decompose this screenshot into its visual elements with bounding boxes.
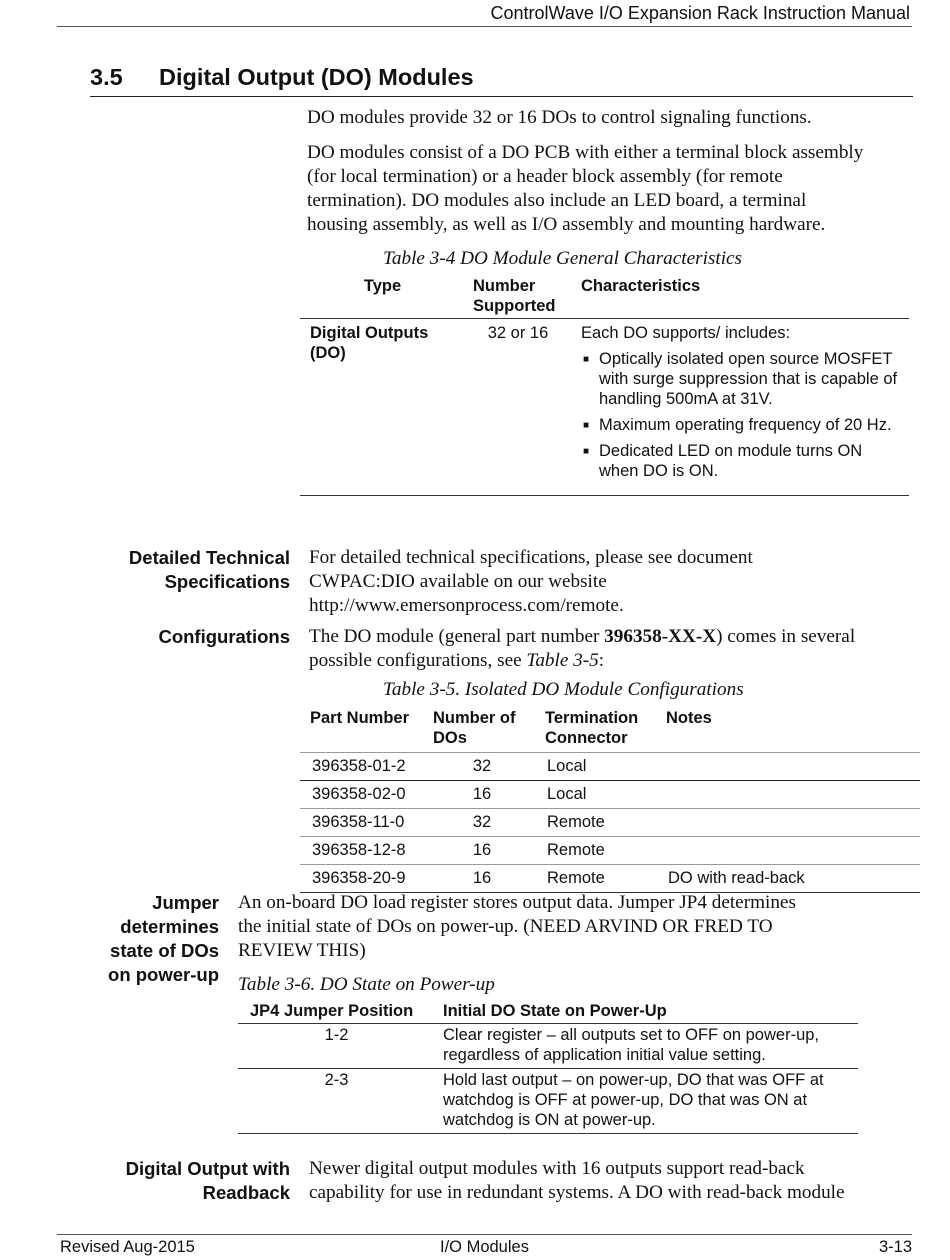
cell-part-number: 396358-12-8 xyxy=(300,837,423,865)
header-line: Supported xyxy=(473,297,556,315)
jumper-paragraph xyxy=(238,891,796,963)
cell-state xyxy=(431,1024,858,1069)
section-number: 3.5 xyxy=(90,64,123,90)
column-header-notes: Notes xyxy=(656,708,920,753)
table-row xyxy=(300,809,920,837)
table-row xyxy=(300,781,920,809)
cell-line: watchdog is OFF at power-up, DO that was ON at xyxy=(443,1091,808,1109)
cell-number: 32 or 16 xyxy=(463,319,571,496)
text-line: housing assembly, as well as I/O assembly and mounting hardware. xyxy=(307,214,826,235)
readback-paragraph xyxy=(309,1157,845,1205)
do-power-up-table xyxy=(238,1000,858,1134)
text-line: For detailed technical specifications, please see document xyxy=(309,547,753,568)
cell-line: regardless of application initial value setting. xyxy=(443,1046,766,1064)
cell-count: 16 xyxy=(423,865,535,893)
text-line: An on-board DO load register stores output data. Jumper JP4 determines xyxy=(238,892,796,913)
text-run: : xyxy=(598,650,605,671)
cell-line: Hold last output – on power-up, DO that was OFF at xyxy=(443,1071,824,1089)
side-heading-jumper xyxy=(108,891,219,987)
column-header-jumper-position: JP4 Jumper Position xyxy=(238,1000,431,1024)
cell-notes: DO with read-back xyxy=(656,865,920,893)
side-heading-line: Detailed Technical xyxy=(128,547,290,568)
cell-termination: Local xyxy=(535,753,656,781)
side-heading-readback xyxy=(126,1157,290,1205)
text-line: Newer digital output modules with 16 outputs support read-back xyxy=(309,1158,805,1179)
cell-notes xyxy=(656,753,920,781)
cell-line: Digital Outputs xyxy=(310,324,429,342)
intro-paragraph-1: DO modules provide 32 or 16 DOs to control signaling functions. xyxy=(307,107,812,128)
cell-notes xyxy=(656,781,920,809)
intro-paragraph-2 xyxy=(307,141,863,237)
footer-revision: Revised Aug-2015 xyxy=(60,1238,195,1256)
cell-notes xyxy=(656,809,920,837)
characteristics-intro: Each DO supports/ includes: xyxy=(581,324,791,342)
table-row xyxy=(300,837,920,865)
header-line: Termination xyxy=(545,709,639,727)
table-reference: Table 3-5 xyxy=(526,650,599,671)
column-header-number xyxy=(463,276,571,319)
table-3-4-caption: Table 3-4 DO Module General Characteristics xyxy=(383,248,743,269)
table-header-row xyxy=(300,708,920,753)
do-configurations-table xyxy=(300,708,920,893)
cell-part-number: 396358-01-2 xyxy=(300,753,423,781)
cell-type xyxy=(300,319,463,496)
text-line: termination). DO modules also include an LED board, a terminal xyxy=(307,190,807,211)
table-row xyxy=(300,865,920,893)
page-number: 3-13 xyxy=(878,1238,912,1256)
section-heading xyxy=(90,64,913,97)
text-line: CWPAC:DIO available on our website xyxy=(309,571,607,592)
do-characteristics-table xyxy=(300,276,909,496)
table-row xyxy=(300,319,909,496)
cell-termination: Remote xyxy=(535,837,656,865)
side-heading-configurations: Configurations xyxy=(158,626,290,647)
column-header-characteristics: Characteristics xyxy=(571,276,909,319)
header-rule xyxy=(57,26,912,27)
column-header-part-number: Part Number xyxy=(300,708,423,753)
list-item: ■ Dedicated LED on module turns ON when DO is ON. xyxy=(581,441,901,481)
text-line: (for local termination) or a header block assembly (for remote xyxy=(307,166,783,187)
text-run: The DO module (general part number xyxy=(309,626,605,647)
cell-line: (DO) xyxy=(310,344,346,362)
characteristics-list xyxy=(581,349,901,481)
cell-count: 16 xyxy=(423,837,535,865)
list-item: ■ Optically isolated open source MOSFET with surge suppression that is capable of handling 500mA at 31V. xyxy=(581,349,901,409)
table-3-5-caption: Table 3-5. Isolated DO Module Configurations xyxy=(383,679,744,700)
table-3-6-caption: Table 3-6. DO State on Power-up xyxy=(238,974,495,995)
header-line: Number xyxy=(473,277,536,295)
cell-notes xyxy=(656,837,920,865)
side-heading-line: Digital Output with xyxy=(125,1158,290,1179)
footer-rule xyxy=(57,1234,912,1235)
list-item: ■ Maximum operating frequency of 20 Hz. xyxy=(581,415,901,435)
cell-characteristics xyxy=(571,319,909,496)
cell-count: 32 xyxy=(423,753,535,781)
table-row xyxy=(238,1024,858,1069)
header-line: DOs xyxy=(433,729,467,747)
text-line: the initial state of DOs on power-up. (NEED ARVIND OR FRED TO xyxy=(238,916,773,937)
cell-count: 32 xyxy=(423,809,535,837)
section-title: Digital Output (DO) Modules xyxy=(159,64,474,90)
footer-chapter: I/O Modules xyxy=(440,1238,529,1256)
cell-line: watchdog is ON at power-up. xyxy=(443,1111,656,1129)
table-row xyxy=(300,753,920,781)
table-row xyxy=(238,1069,858,1134)
cell-part-number: 396358-02-0 xyxy=(300,781,423,809)
cell-position: 1-2 xyxy=(238,1024,431,1069)
side-heading-line: Specifications xyxy=(164,571,290,592)
column-header-type: Type xyxy=(300,276,463,319)
cell-part-number: 396358-20-9 xyxy=(300,865,423,893)
column-header-number-of-dos xyxy=(423,708,535,753)
cell-position: 2-3 xyxy=(238,1069,431,1134)
running-header: ControlWave I/O Expansion Rack Instruction Manual xyxy=(490,3,910,23)
part-number: 396358-XX-X xyxy=(604,626,717,647)
column-header-termination xyxy=(535,708,656,753)
side-heading-line: state of DOs xyxy=(110,940,219,961)
text-line: http://www.emersonprocess.com/remote. xyxy=(309,595,624,616)
text-line: REVIEW THIS) xyxy=(238,940,366,961)
side-heading-line: Readback xyxy=(202,1182,290,1203)
configurations-paragraph xyxy=(309,625,909,673)
cell-termination: Local xyxy=(535,781,656,809)
table-header-row xyxy=(300,276,909,319)
column-header-initial-state: Initial DO State on Power-Up xyxy=(431,1000,858,1024)
cell-termination: Remote xyxy=(535,809,656,837)
cell-count: 16 xyxy=(423,781,535,809)
text-line: DO modules consist of a DO PCB with either a terminal block assembly xyxy=(307,142,864,163)
side-heading-line: determines xyxy=(120,916,219,937)
side-heading-detailed-specs xyxy=(129,546,290,594)
table-header-row xyxy=(238,1000,858,1024)
text-run: ) comes in several possible configurations, see xyxy=(309,626,856,671)
header-line: Connector xyxy=(545,729,628,747)
cell-termination: Remote xyxy=(535,865,656,893)
cell-part-number: 396358-11-0 xyxy=(300,809,423,837)
cell-state xyxy=(431,1069,858,1134)
header-line: Number of xyxy=(433,709,516,727)
detailed-specs-paragraph xyxy=(309,546,753,618)
text-line: capability for use in redundant systems. A DO with read-back module xyxy=(309,1182,845,1203)
side-heading-line: Jumper xyxy=(152,892,219,913)
cell-line: Clear register – all outputs set to OFF on power-up, xyxy=(443,1026,820,1044)
side-heading-line: on power-up xyxy=(108,964,219,985)
